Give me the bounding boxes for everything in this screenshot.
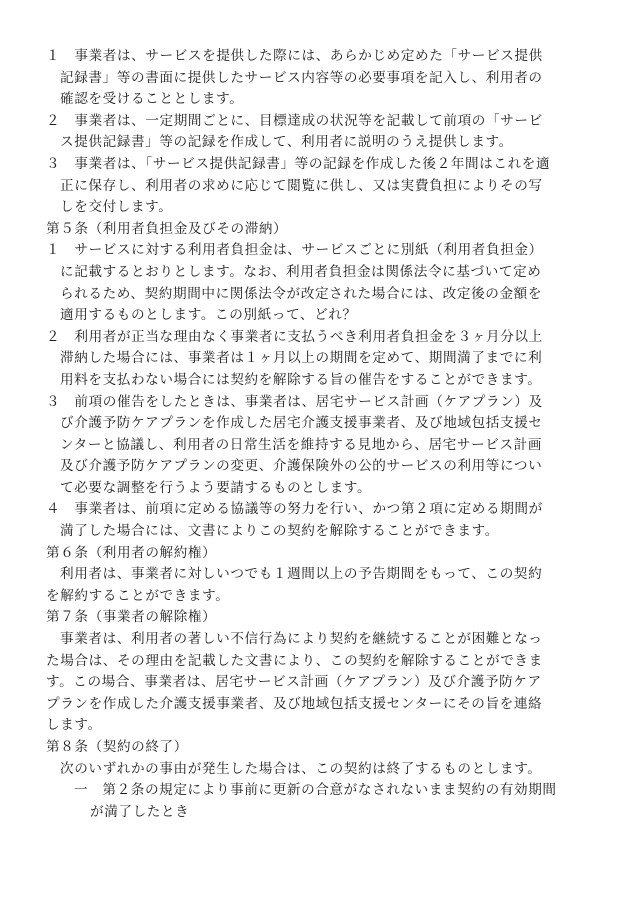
document-line: 滞納した場合には、事業者は１ヶ月以上の期間を定めて、期間満了までに利 (60, 350, 543, 367)
document-line: び介護予防ケアプランを作成した居宅介護支援事業者、及び地域包括支援セ (60, 415, 543, 432)
document-line: 一 第２条の規定により事前に更新の合意がなされないまま契約の有効期間 (74, 782, 557, 799)
document-line: ス提供記録書」等の記録を作成して、利用者に説明のうえ提供します。 (60, 134, 513, 151)
document-line: 利用者は、事業者に対しいつでも１週間以上の予告期間をもって、この契約 (60, 566, 543, 583)
document-line: 事業者は、利用者の著しい不信行為により契約を継続することが困難となっ (60, 631, 543, 648)
document-line: プランを作成した介護支援事業者、及び地域包括支援センターにその旨を連絡 (46, 695, 543, 712)
document-line: に記載するとおりとします。なお、利用者負担金は関係法令に基づいて定め (60, 263, 542, 280)
document-line: 第８条（契約の終了） (46, 739, 188, 755)
document-line: ンターと協議し、利用者の日常生活を維持する見地から、居宅サービス計画 (60, 436, 543, 453)
document-line: ２ 利用者が正当な理由なく事業者に支払うべき利用者負担金を３ヶ月分以上 (46, 328, 543, 345)
document-line: 記録書」等の書面に提供したサービス内容等の必要事項を記入し、利用者の (60, 69, 543, 86)
document-line: します。 (46, 717, 102, 734)
document-line: 第７条（事業者の解除権） (46, 609, 217, 626)
document-line: す。この場合、事業者は、居宅サービス計画（ケアプラン）及び介護予防ケア (46, 674, 542, 691)
document-line: られるため、契約期間中に関係法令が改定された場合には、改定後の金額を (60, 285, 543, 302)
document-line: 用料を支払わない場合には契約を解除する旨の催告をすることができます。 (60, 371, 542, 388)
document-line: ３ 事業者は、「サービス提供記録書」等の記録を作成した後２年間はこれを適 (46, 155, 551, 172)
document-line: 適用するものとします。この別紙って、どれ？ (60, 307, 357, 324)
document-line: を解約することができます。 (46, 587, 230, 604)
document-line: 正に保存し、利用者の求めに応じて閲覧に供し、又は実費負担によりその写 (60, 177, 543, 194)
document-line: ３ 前項の催告をしたときは、事業者は、居宅サービス計画（ケアプラン）及 (46, 393, 543, 410)
document-line: 満了した場合には、文書によりこの契約を解除することができます。 (60, 523, 499, 540)
document-line: 確認を受けることとします。 (60, 91, 244, 108)
document-line: 及び介護予防ケアプランの変更、介護保険外の公的サービスの利用等につい (60, 458, 543, 475)
document-line: １ サービスに対する利用者負担金は、サービスごとに別紙（利用者負担金） (46, 242, 543, 259)
document-line: 第５条（利用者負担金及びその滞納） (46, 220, 288, 237)
document-line: しを交付します。 (60, 199, 173, 216)
document-line: た場合は、その理由を記載した文書により、この契約を解除することができま (46, 652, 543, 669)
document-body (46, 46, 586, 823)
document-line: て必要な調整を行うよう要請するものとします。 (60, 479, 372, 496)
document-line: １ 事業者は、サービスを提供した際には、あらかじめ定めた「サービス提供 (46, 48, 543, 64)
document-line: 第６条（利用者の解約権） (46, 544, 217, 561)
document-line: 次のいずれかの事由が発生した場合は、この契約は終了するものとします。 (60, 760, 542, 777)
document-line: ２ 事業者は、一定期間ごとに、目標達成の状況等を記載して前項の「サービ (46, 112, 543, 129)
document-line: が満了したとき (90, 803, 190, 820)
document-line: ４ 事業者は、前項に定める協議等の努力を行い、かつ第２項に定める期間が (46, 501, 543, 518)
